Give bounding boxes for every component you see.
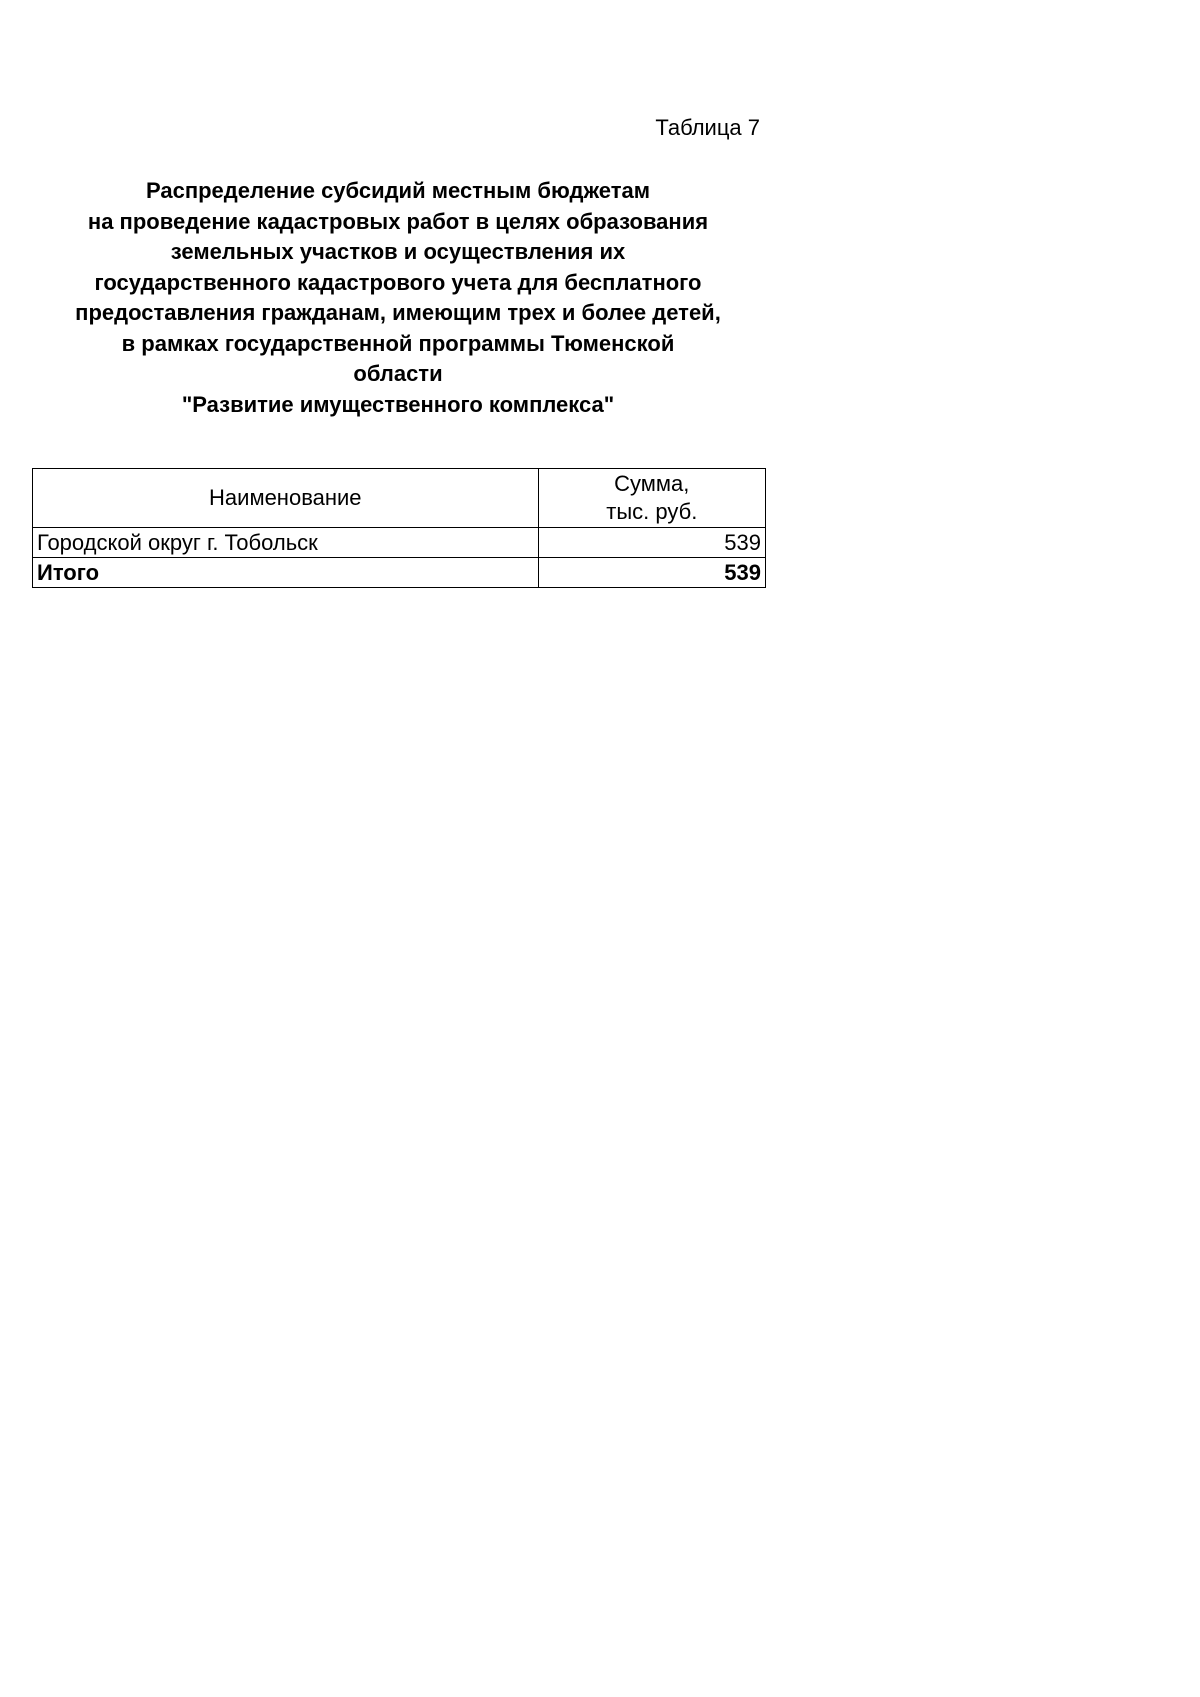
sum-column-header	[538, 469, 765, 528]
title-line: предоставления гражданам, имеющим трех и более детей,	[75, 300, 721, 325]
title-line: государственного кадастрового учета для бесплатного	[94, 269, 702, 295]
table-header-row	[33, 469, 766, 528]
title-line: на проведение кадастровых работ в целях образования	[87, 208, 709, 234]
row-name-cell: Городской округ г. Тобольск	[33, 528, 539, 558]
row-sum-cell: 539	[538, 528, 765, 558]
title-line: в рамках государственной программы Тюменской	[121, 330, 675, 356]
total-sum-cell: 539	[538, 558, 765, 588]
subsidy-distribution-table	[32, 468, 766, 588]
total-row	[33, 558, 766, 588]
title-line: "Развитие имущественного комплекса"	[181, 391, 615, 417]
table-number: Таблица 7	[655, 115, 760, 140]
title-line: Распределение субсидий местным бюджетам	[145, 178, 651, 203]
total-label-cell: Итого	[33, 558, 539, 588]
name-column-header: Наименование	[33, 469, 539, 528]
title-line: области	[353, 361, 443, 386]
table-row	[33, 528, 766, 558]
title-line: земельных участков и осуществления их	[170, 239, 626, 264]
document-title	[28, 176, 768, 420]
sum-header-line-1: Сумма,	[614, 471, 690, 496]
sum-header-line-2: тыс. руб.	[606, 499, 698, 524]
